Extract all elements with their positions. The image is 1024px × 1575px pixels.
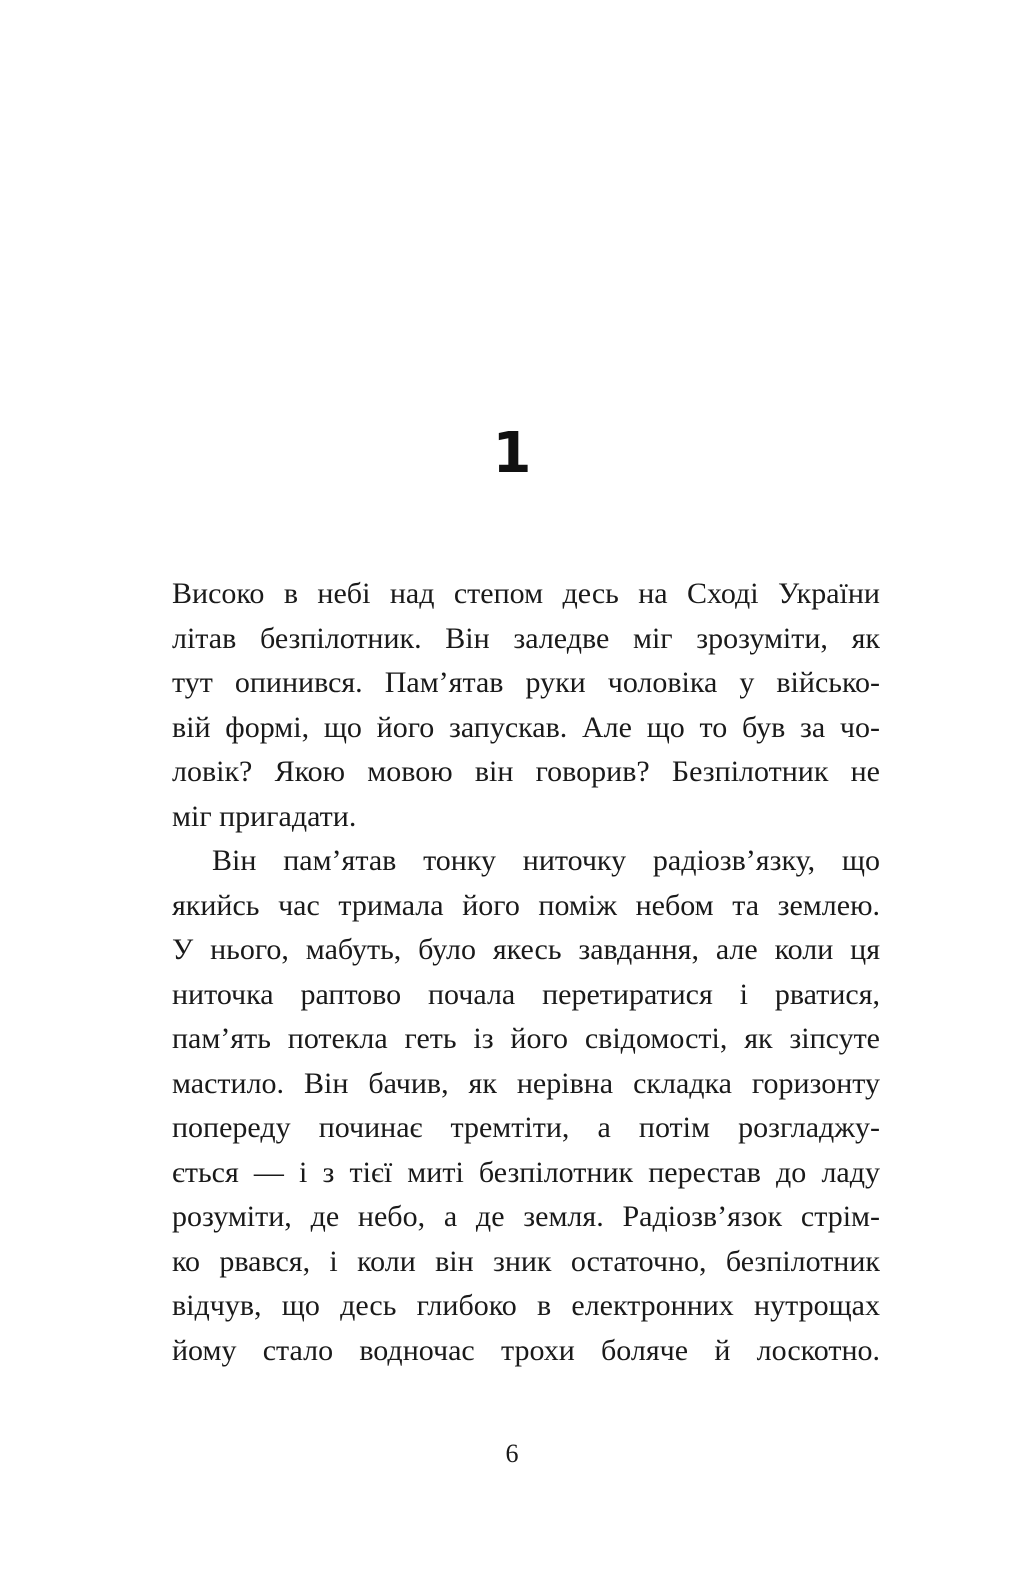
text-line: ко рвався, і коли він зник остаточно, безпілотник: [172, 1244, 880, 1278]
text-line: Високо в небі над степом десь на Сході України: [172, 577, 880, 610]
text-line: попереду починає тремтіти, а потім розгладжу-: [172, 1111, 880, 1144]
text-line: пам’ять потекла геть із його свідомості, як зіпсуте: [172, 1022, 880, 1055]
text-line: ловік? Якою мовою він говорив? Безпілотник не: [172, 755, 880, 788]
text-line: йому стало водночас трохи боляче й лоскотно.: [172, 1333, 880, 1367]
page-number: 6: [505, 1439, 519, 1468]
chapter-number: 1: [492, 421, 532, 486]
text-line: відчув, що десь глибоко в електронних нутрощах: [172, 1289, 880, 1322]
text-line: мастило. Він бачив, як нерівна складка горизонту: [172, 1066, 880, 1100]
body-text: [172, 572, 880, 1373]
text-line: якийсь час тримала його поміж небом та землею.: [172, 888, 880, 922]
paragraph-2: [172, 839, 880, 1373]
paragraph-1: [172, 572, 880, 839]
text-line: вій формі, що його запускав. Але що то був за чо-: [172, 710, 880, 744]
text-line: тут опинився. Пам’ятав руки чоловіка у військо-: [172, 666, 880, 699]
text-line: літав безпілотник. Він заледве міг зрозуміти, як: [172, 621, 880, 655]
text-line: У нього, мабуть, було якесь завдання, але коли ця: [172, 933, 880, 966]
text-line: Він пам’ятав тонку ниточку радіозв’язку, що: [212, 844, 880, 877]
text-line: міг пригадати.: [172, 799, 357, 833]
text-line: ниточка раптово почала перетиратися і рватися,: [172, 977, 880, 1011]
text-line: ється — і з тієї миті безпілотник перестав до ладу: [172, 1155, 880, 1189]
text-line: розуміти, де небо, а де земля. Радіозв’язок стрім-: [172, 1200, 880, 1233]
